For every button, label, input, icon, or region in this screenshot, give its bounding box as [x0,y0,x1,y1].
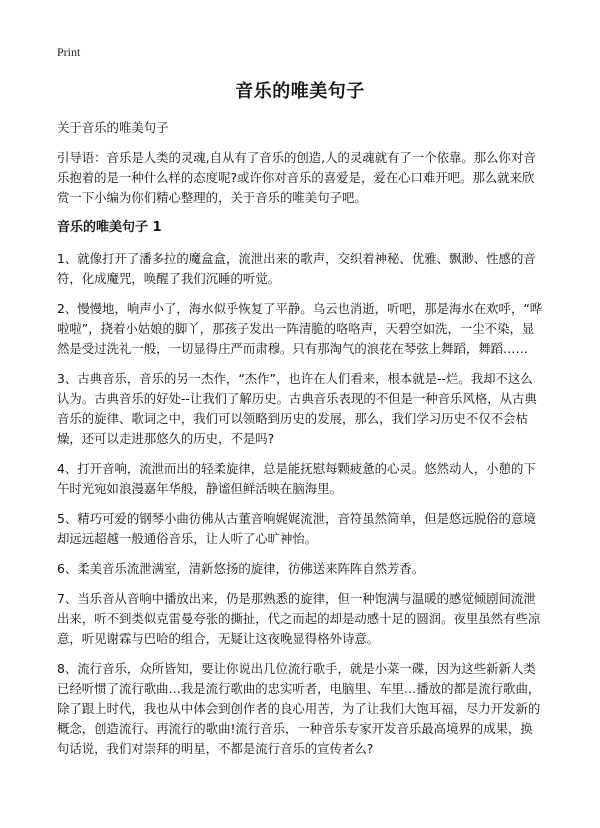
article-subtitle: 关于音乐的唯美句子 [57,120,169,135]
list-item: 7、当乐音从音响中播放出来，仍是那熟悉的旋律，但一种饱满与温暖的感觉倾剧间流泄出来，听不到类似克雷曼夸张的撕扯，代之而起的却是动感十足的圆润。夜里虽然有些凉意，听见谢霖与巴哈的组合，无疑让这夜晚显得格外诗意。 [57,591,541,646]
section-heading: 音乐的唯美句子 1 [57,220,162,235]
intro-paragraph: 引导语：音乐是人类的灵魂,自从有了音乐的创造,人的灵魂就有了一个依靠。那么你对音乐抱着的是一种什么样的态度呢?或许你对音乐的喜爱是，爱在心口难开吧。那么就来欣赏一下小编为你们精心整理的，关于音乐的唯美句子吧。 [57,150,536,205]
page-title: 音乐的唯美句子 [235,81,365,102]
list-item: 1、就像打开了潘多拉的魔盒盒，流泄出来的歌声，交织着神秘、优雅、飘渺、性感的音符，化成魔咒，唤醒了我们沉睡的听觉。 [57,251,536,286]
list-item: 3、古典音乐，音乐的另一杰作，“杰作”，也许在人们看来，根本就是--烂。我却不这么认为。古典音乐的好处--让我们了解历史。古典音乐表现的不但是一种音乐风格，从古典音乐的旋律、歌词之中，我们可以领略到历史的发展，那么，我们学习历史不仅不会枯燥，还可以走进那悠久的历史，不是吗? [57,371,537,446]
article-body [57,118,543,769]
list-item: 4、打开音响，流泄而出的轻柔旋律，总是能抚慰每颗疲惫的心灵。悠然动人，小憩的下午时光宛如浪漫嘉年华般，静谧但鲜活映在脑海里。 [57,461,536,496]
print-link[interactable]: Print [57,45,81,59]
list-item: 6、柔美音乐流泄满室，清新悠扬的旋律，彷佛送来阵阵自然芳香。 [57,561,425,576]
list-item: 8、流行音乐，众所皆知，要让你说出几位流行歌手，就是小菜一碟，因为这些新新人类已经听惯了流行歌曲…我是流行歌曲的忠实听者，电脑里、车里…播放的都是流行歌曲，除了跟上时代，我也从中体会到创作者的良心用苦，为了让我们大饱耳福，尽力开发新的概念，创造流行、再流行的歌曲!流行音乐，一种音乐专家开发音乐最高境界的成果，换句话说，我们对崇拜的明星，不都是流行音乐的宣传者么? [57,661,541,756]
list-item: 2、慢慢地，响声小了，海水似乎恢复了平静。乌云也消逝，听吧，那是海水在欢呼，“哗啦啦”，挠着小姑娘的脚丫，那孩子发出一阵清脆的咯咯声，天碧空如洗，一尘不染，显然是受过洗礼一般，一切显得庄严而肃穆。只有那淘气的浪花在琴弦上舞蹈，舞蹈…… [57,301,543,356]
list-item: 5、精巧可爱的钢琴小曲彷佛从古董音响娓娓流泄，音符虽然简单，但是悠远脱俗的意境却远远超越一般通俗音乐，让人听了心旷神怡。 [57,511,536,546]
